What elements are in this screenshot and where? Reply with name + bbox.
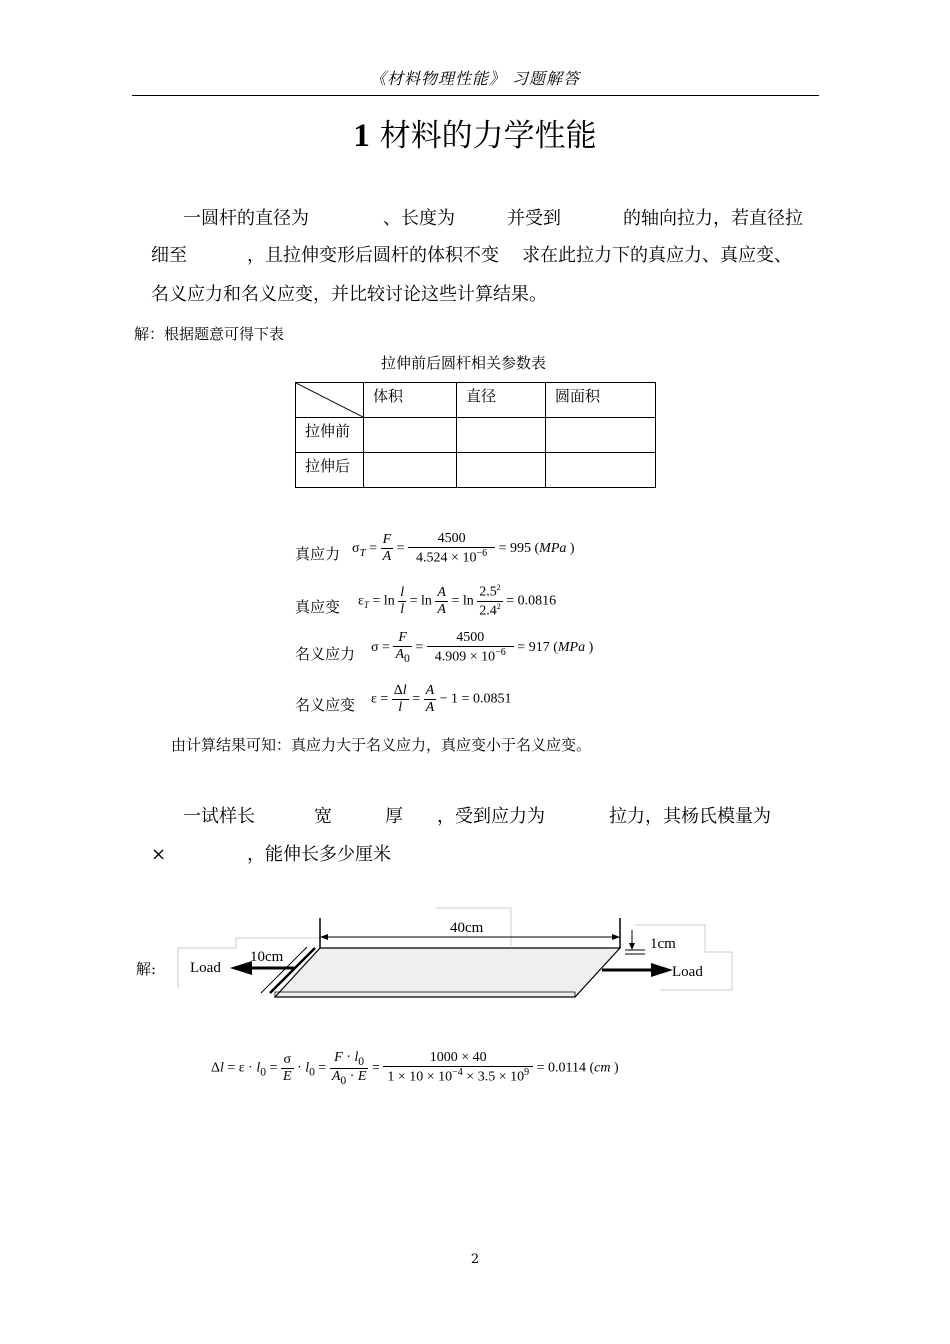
eq-true-stress-label: 真应力: [295, 545, 341, 563]
table-cell: [546, 418, 656, 453]
true-stress-exp: −6: [476, 548, 488, 559]
elongation-exp-1: −4: [452, 1067, 463, 1079]
load-right-label: Load: [672, 964, 703, 980]
frac-diameter-ratio: [477, 583, 503, 619]
conclusion: 由计算结果可知：真应力大于名义应力，真应变小于名义应变。: [171, 736, 592, 754]
dim-thickness-label: 1cm: [650, 936, 676, 952]
nominal-stress-result: = 917 (: [517, 640, 558, 656]
eq-true-strain-label: 真应变: [295, 598, 341, 616]
running-header: 《材料物理性能》 习题解答: [369, 69, 581, 88]
load-left-label: Load: [190, 960, 221, 976]
table-cell: [364, 418, 457, 453]
eq-nominal-strain: ε = $\frac{\Delta l}{l}$ = $\frac{A}{A}$ − 1 = 0.0851: [371, 683, 512, 715]
frac-sigma-E: $\frac{\sigma}{E}$: [282, 1051, 292, 1084]
table-header-area: 圆面积: [546, 383, 656, 418]
table-row: [296, 453, 656, 488]
table-cell: [546, 453, 656, 488]
strain-sq-2: 2: [496, 601, 501, 611]
page-number: 2: [470, 1252, 480, 1267]
p1-line2-c: 求在此拉力下的真应力、真应变、: [522, 245, 792, 266]
section-title-text: 材料的力学性能: [379, 118, 597, 154]
p1-line2-a: 细至: [151, 245, 187, 266]
table-cell: [364, 453, 457, 488]
dim-length-label: 40cm: [450, 920, 484, 936]
table-caption: 拉伸前后圆杆相关参数表: [381, 354, 547, 372]
p2-line2-b: ，能伸长多少厘米: [247, 844, 391, 865]
frac-F-A: $\frac{F}{A}$: [382, 532, 392, 565]
table-corner-cell: [296, 383, 364, 418]
table-row: [296, 418, 656, 453]
eq-nominal-stress-label: 名义应力: [295, 645, 356, 663]
p2-line2-a: ×: [151, 844, 167, 865]
parameter-table: [295, 382, 656, 488]
p1-line1-a: 一圆杆的直径为: [183, 208, 309, 229]
elongation-den-b: × 3.5 × 10: [466, 1070, 525, 1086]
nominal-strain-result: − 1 = 0.0851: [439, 691, 512, 707]
solution1-intro: 解：根据题意可得下表: [134, 325, 285, 343]
p1-line3: 名义应力和名义应变，并比较讨论这些计算结果。: [151, 284, 547, 305]
eq-true-strain: $\varepsilon_T = \ln$ $\frac{l}{l}$ = ln $\frac{A}{A}$ = ln $\frac{2.5^2}{2.4^2}$ = 0.0816: [358, 583, 557, 619]
strain-den: 2.4: [479, 603, 497, 619]
eq-elongation: $\Delta l = \varepsilon \cdot l_0$ = $\frac{\sigma}{E}$ · $l_0$ = $\frac{F \cdot l_0}{A_0 \cdot E}$ = $\frac{1000 \times 40}{1 \times 10 \times 10^{-4} \times 3.5 \times 10^9}$ = 0.0114 (cm ): [211, 1050, 619, 1087]
table-header-diameter: 直径: [457, 383, 546, 418]
elongation-den-a: 1 × 10 × 10: [387, 1070, 453, 1086]
table-header-volume: 体积: [364, 383, 457, 418]
frac-true-stress: [408, 531, 495, 567]
section-number: 1: [353, 118, 370, 154]
true-strain-result: = 0.0816: [506, 593, 557, 609]
nominal-stress-denominator: 4.909 × 10: [434, 649, 496, 665]
p1-line1-b: 、长度为: [383, 208, 455, 229]
nominal-stress-numerator: 4500: [456, 630, 485, 645]
p2-line1-b: 宽: [314, 806, 332, 827]
nominal-stress-exp: −6: [495, 647, 506, 658]
frac-F-A0: $\frac{F}{A_0}$: [395, 630, 410, 666]
unit-cm: cm: [594, 1060, 611, 1076]
header-rule: [132, 95, 819, 96]
table-cell: [457, 418, 546, 453]
true-stress-result: = 995 (: [498, 541, 540, 557]
dim-width-label: 10cm: [250, 949, 284, 965]
p2-line1-c: 厚: [385, 806, 403, 827]
p2-line1-d: ，受到应力为: [437, 806, 545, 827]
strain-num: 2.5: [479, 584, 497, 600]
eq-nominal-stress: σ = $\frac{F}{A_0}$ = $\frac{4500}{4.909 \times 10^{-6}}$ = 917 (MPa ): [371, 630, 594, 666]
unit-mpa-1: MPa: [539, 541, 567, 557]
solution2-label: 解:: [136, 960, 157, 978]
true-stress-numerator: 4500: [437, 531, 466, 546]
table-row-label-before: 拉伸前: [296, 418, 364, 453]
frac-A0-A: $\frac{A}{A}$: [437, 584, 446, 617]
frac-dl-l0: $\frac{\Delta l}{l}$: [393, 683, 407, 715]
frac-l-l0: $\frac{l}{l}$: [400, 584, 405, 617]
section-title: [0, 110, 950, 155]
frac-elongation: [383, 1050, 533, 1086]
eq-true-stress: $\sigma_T$ = $\frac{F}{A}$ = $\frac{4500}{4.524 \times 10^{-6}}$ = 995 (MPa ): [352, 531, 575, 566]
p2-line1-a: 一试样长: [183, 806, 255, 827]
elongation-result: = 0.0114 (: [536, 1060, 595, 1076]
eq-nominal-strain-label: 名义应变: [295, 696, 356, 714]
frac-A0-A-2: $\frac{A}{A}$: [425, 683, 435, 715]
p1-line1-d: 的轴向拉力，若直径拉: [623, 208, 803, 229]
frac-F-l0: $\frac{F \cdot l_0}{A_0 \cdot E}$: [331, 1050, 367, 1087]
p2-line1-e: 拉力，其杨氏模量为: [609, 806, 771, 827]
elongation-exp-2: 9: [524, 1067, 530, 1079]
table-cell: [457, 453, 546, 488]
strain-sq-1: 2: [496, 583, 501, 592]
p1-line2-b: ，且拉伸变形后圆杆的体积不变: [247, 245, 499, 266]
elongation-numerator: 1000 × 40: [429, 1050, 487, 1066]
table-header-row: [296, 383, 656, 418]
table-row-label-after: 拉伸后: [296, 453, 364, 488]
p1-line1-c: 并受到: [507, 208, 561, 229]
unit-mpa-2: MPa: [557, 640, 586, 656]
diagonal-line: [296, 383, 363, 417]
frac-nominal-stress: [427, 630, 514, 666]
true-stress-denominator: 4.524 × 10: [416, 550, 477, 566]
